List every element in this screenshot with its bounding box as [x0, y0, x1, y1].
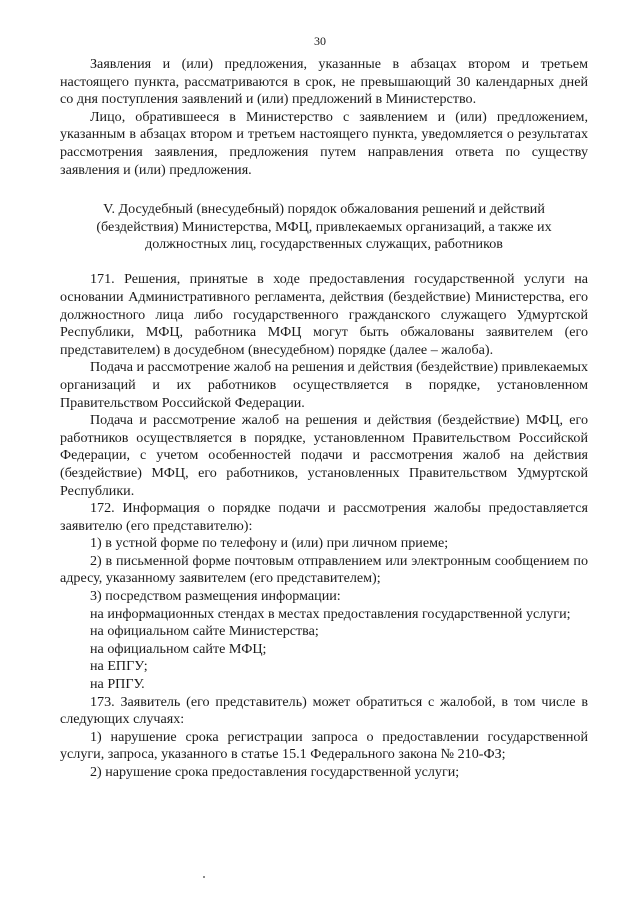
list-item: 3) посредством размещения информации:	[90, 588, 341, 605]
list-item: на РПГУ.	[90, 676, 145, 693]
page-number: 30	[314, 34, 326, 48]
paragraph-173: 173. Заявитель (его представитель) может обратиться с жалобой, в том числе в следующих случаях:	[60, 693, 588, 728]
scan-speck	[203, 876, 205, 878]
paragraph-complaints-mfc: Подача и рассмотрение жалоб на решения и действия (бездействие) МФЦ, его работников осуществляется в порядке, установленном Правительством Российской Федерации, с учетом особенностей подачи и рассмотрения жалоб на действия (бездействие) МФЦ, его работников, установленных Правительством Удмуртской Республики.	[60, 412, 588, 499]
paragraph-172: 172. Информация о порядке подачи и рассмотрения жалобы предоставляется заявителю (его представителю):	[60, 500, 588, 534]
document-body	[60, 56, 588, 782]
section-heading: V. Досудебный (внесудебный) порядок обжалования решений и действий (бездействия) Министерства, МФЦ, привлекаемых организаций, а также их должностных лиц, государственных служащих, работников	[96, 201, 552, 252]
list-item: 1) в устной форме по телефону и (или) при личном приеме;	[90, 535, 449, 552]
list-item: на ЕПГУ;	[90, 658, 148, 675]
list-item: 2) в письменной форме почтовым отправлением или электронным сообщением по адресу, указанному заявителем (его представителем);	[60, 552, 588, 587]
paragraph-notification: Лицо, обратившееся в Министерство с заявлением и (или) предложением, указанным в абзацах втором и третьем настоящего пункта, уведомляется о результатах рассмотрения заявления, предложения путем направления ответа по существу заявления и (или) предложения.	[60, 108, 588, 178]
paragraph-complaints-organizations: Подача и рассмотрение жалоб на решения и действия (бездействие) привлекаемых организаций и их работников осуществляется в порядке, установленном Правительством Российской Федерации.	[60, 359, 589, 411]
list-item: на официальном сайте Министерства;	[90, 623, 319, 640]
paragraph-171: 171. Решения, принятые в ходе предоставления государственной услуги на основании Административного регламента, действия (бездействие) Министерства, его должностного лица либо государственного гражданского служащего Удмуртской Республики, МФЦ, работника МФЦ могут быть обжалованы заявителем (его представителем) в досудебном (внесудебном) порядке (далее – жалоба).	[60, 271, 588, 358]
list-item: на информационных стендах в местах предоставления государственной услуги;	[90, 605, 571, 622]
list-item: 1) нарушение срока регистрации запроса о предоставлении государственной услуги, запроса, указанного в статье 15.1 Федерального закона № 210-ФЗ;	[60, 728, 588, 763]
list-item: на официальном сайте МФЦ;	[90, 640, 267, 657]
list-item: 2) нарушение срока предоставления государственной услуги;	[90, 764, 460, 780]
paragraph-applications-term: Заявления и (или) предложения, указанные в абзацах втором и третьем настоящего пункта, рассматриваются в срок, не превышающий 30 календарных дней со дня поступления заявлений и (или) предложений в Министерство.	[60, 56, 588, 108]
